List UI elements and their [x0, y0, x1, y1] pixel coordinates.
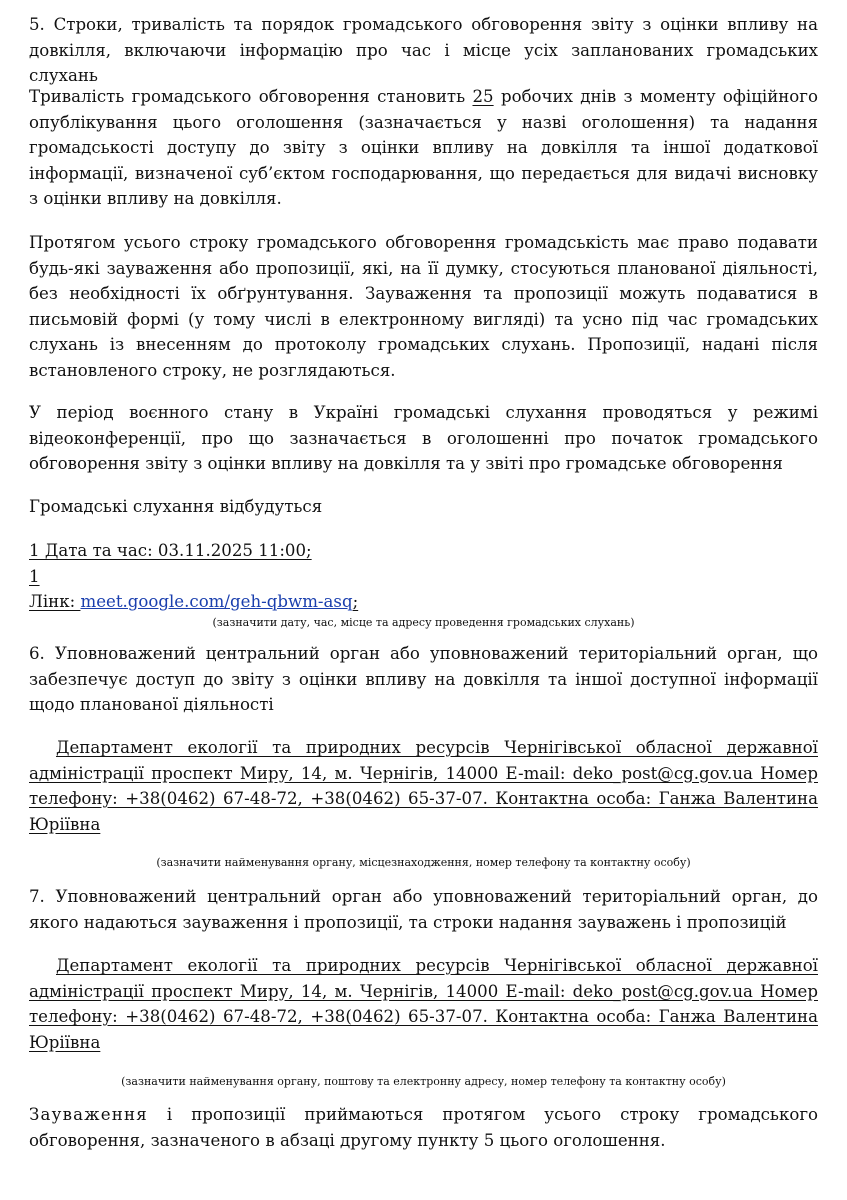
duration-paragraph	[29, 84, 818, 212]
martial-law-paragraph: У період воєнного стану в Україні громадські слухання проводяться у режимі відеоконференції, про що зазначається в оголошенні про початок громадського обговорення звіту з оцінки впливу на довкілля та у звіті про громадське обговорення	[29, 403, 818, 473]
hearing-number-line: 1	[29, 566, 40, 586]
section-7-heading	[29, 884, 818, 935]
hearing-details	[29, 538, 818, 615]
section-6-title: Уповноважений центральний орган або уповноважений територіальний орган, що забезпечує доступ до звіту з оцінки впливу на довкілля та іншої доступної інформації щодо планованої діяльності	[29, 644, 818, 714]
hearing-link-suffix: ;	[352, 592, 359, 611]
section-5-title: Строки, тривалість та порядок громадського обговорення звіту з оцінки впливу на довкілля, включаючи інформацію про час і місце усіх запланованих громадських слухань	[29, 15, 819, 85]
comments-paragraph: Протягом усього строку громадського обговорення громадськість має право подавати будь-які зауваження або пропозиції, які, на її думку, стосуються планованої діяльності, без необхідності їх обґрунтування. Зауваження та пропозиції можуть подаватися в письмовій формі (у тому числі в електронному вигляді) та усно під час громадських слухань із внесенням до протоколу громадських слухань. Пропозиції, надані після встановленого строку, не розглядаються.	[29, 233, 818, 380]
section-5-heading	[29, 12, 818, 89]
section-7-caption: (зазначити найменування органу, поштову та електронну адресу, номер телефону та контактну особу)	[121, 1075, 726, 1088]
closing-text: і пропозиції приймаються протягом усього строку громадського обговорення, зазначеного в абзаці другому пункту 5 цього оголошення.	[29, 1105, 818, 1150]
hearing-date-line: 1 Дата та час: 03.11.2025 11:00;	[29, 541, 312, 560]
duration-text-before: Тривалість громадського обговорення становить	[29, 87, 473, 106]
closing-paragraph	[29, 1102, 818, 1153]
section-7-number: 7.	[29, 887, 45, 906]
section-6-number: 6.	[29, 644, 45, 663]
section-5-number: 5.	[29, 15, 45, 34]
duration-days: 25	[472, 87, 494, 106]
section-7-title: Уповноважений центральний орган або уповноважений територіальний орган, до якого надаються зауваження і пропозиції, та строки надання зауважень і пропозицій	[29, 887, 818, 932]
closing-lead: Зауваження	[29, 1105, 148, 1124]
duration-text-after: робочих днів з моменту офіційного опублікування цього оголошення (зазначається у назві оголошення) та надання громадськості доступу до звіту з оцінки впливу на довкілля та іншої додаткової інформації, визначеної суб’єктом господарювання, що передається для видачі висновку з оцінки впливу на довкілля.	[29, 87, 818, 208]
section-6-heading	[29, 641, 818, 718]
hearing-link-line	[29, 589, 818, 615]
hearing-link-label: Лінк:	[29, 592, 81, 611]
section-6-authority: Департамент екології та природних ресурсів Чернігівської обласної державної адміністрації проспект Миру, 14, м. Чернігів, 14000 E-mail: deko_post@cg.gov.ua Номер телефону: +38(0462) 67-48-72, +38(0462) 65-37-07. Контактна особа: Ганжа Валентина Юріївна	[29, 738, 818, 834]
hearings-intro: Громадські слухання відбудуться	[29, 497, 323, 516]
section-6-caption: (зазначити найменування органу, місцезнаходження, номер телефону та контактну особу)	[156, 856, 691, 869]
hearing-caption: (зазначити дату, час, місце та адресу проведення громадських слухань)	[212, 616, 635, 629]
section-7-authority: Департамент екології та природних ресурсів Чернігівської обласної державної адміністрації проспект Миру, 14, м. Чернігів, 14000 E-mail: deko_post@cg.gov.ua Номер телефону: +38(0462) 67-48-72, +38(0462) 65-37-07. Контактна особа: Ганжа Валентина Юріївна	[29, 956, 818, 1052]
hearing-link[interactable]: meet.google.com/geh-qbwm-asq	[80, 592, 353, 611]
